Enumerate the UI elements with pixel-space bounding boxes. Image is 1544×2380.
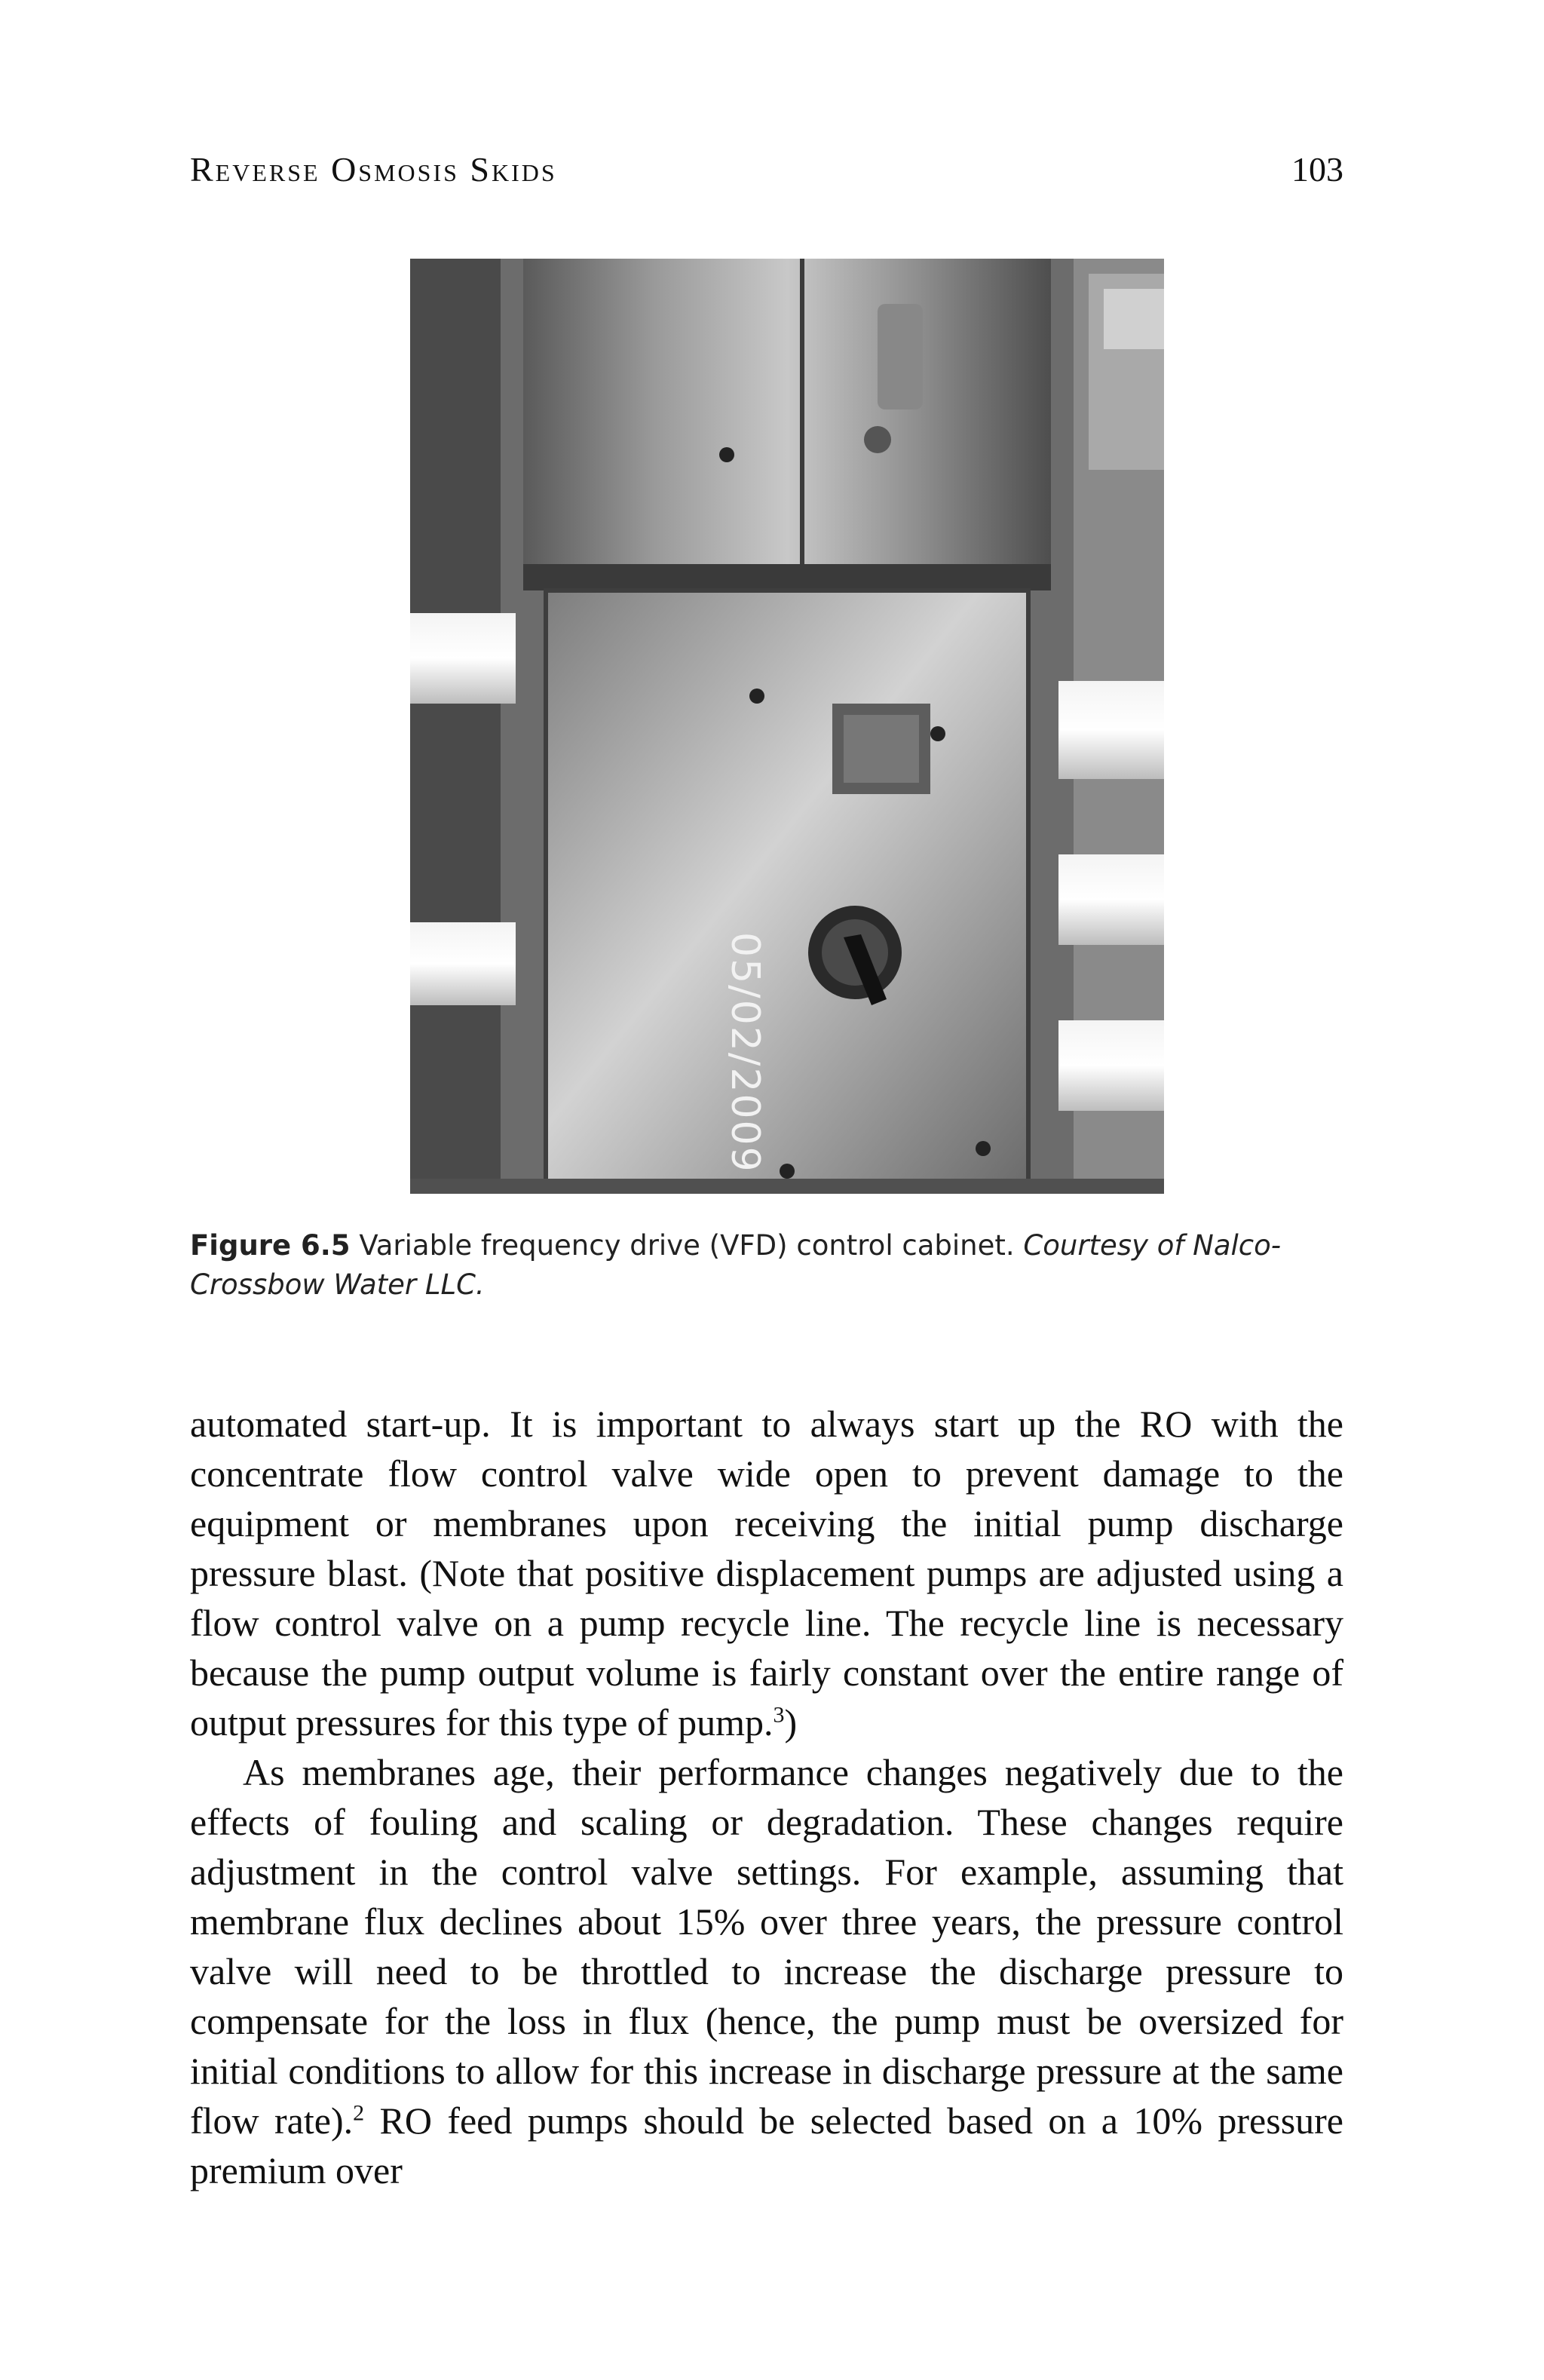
- running-head: [190, 149, 1343, 210]
- figure-caption: [190, 1226, 1343, 1305]
- body-text: [190, 1399, 1343, 2195]
- figure-photo-vfd-cabinet: [410, 259, 1164, 1194]
- paragraph-text-end: RO feed pumps should be selected based on a 10% pressure premium over: [190, 2099, 1343, 2191]
- paragraph-text-end: ): [784, 1701, 798, 1744]
- paragraph: [190, 1747, 1343, 2195]
- page-number: 103: [1291, 150, 1343, 189]
- running-title: Reverse Osmosis Skids: [190, 150, 557, 189]
- photo-date-stamp: 05/02/2009: [722, 932, 767, 1173]
- figure-label: Figure 6.5: [190, 1229, 351, 1262]
- figure-caption-text: Variable frequency drive (VFD) control cabinet.: [350, 1229, 1024, 1262]
- paragraph-text: automated start-up. It is important to always start up the RO with the concentrate flow control valve wide open to prevent damage to the equipment or membranes upon receiving the initial pump discharge pressure blast. (Note that positive displacement pumps are adjusted using a flow control valve on a pump recycle line. The recycle line is necessary because the pump output volume is fairly constant over the entire range of output pressures for this type of pump.: [190, 1403, 1343, 1744]
- paragraph-text: As membranes age, their performance changes negatively due to the effects of fouling and scaling or degradation. These changes require adjustment in the control valve settings. For example, assuming that membrane flux declines about 15% over three years, the pressure control valve will need to be throttled to increase the discharge pressure to compensate for the loss in flux (hence, the pump must be oversized for initial conditions to allow for this increase in discharge pressure at the same flow rate).: [190, 1751, 1343, 2142]
- figure-credit: Courtesy of Nalco-Crossbow Water LLC.: [190, 1229, 1282, 1301]
- footnote-ref: 2: [353, 2100, 365, 2126]
- vfd-cabinet-illustration: [410, 259, 1164, 1194]
- paragraph: [190, 1399, 1343, 1747]
- footnote-ref: 3: [773, 1702, 785, 1728]
